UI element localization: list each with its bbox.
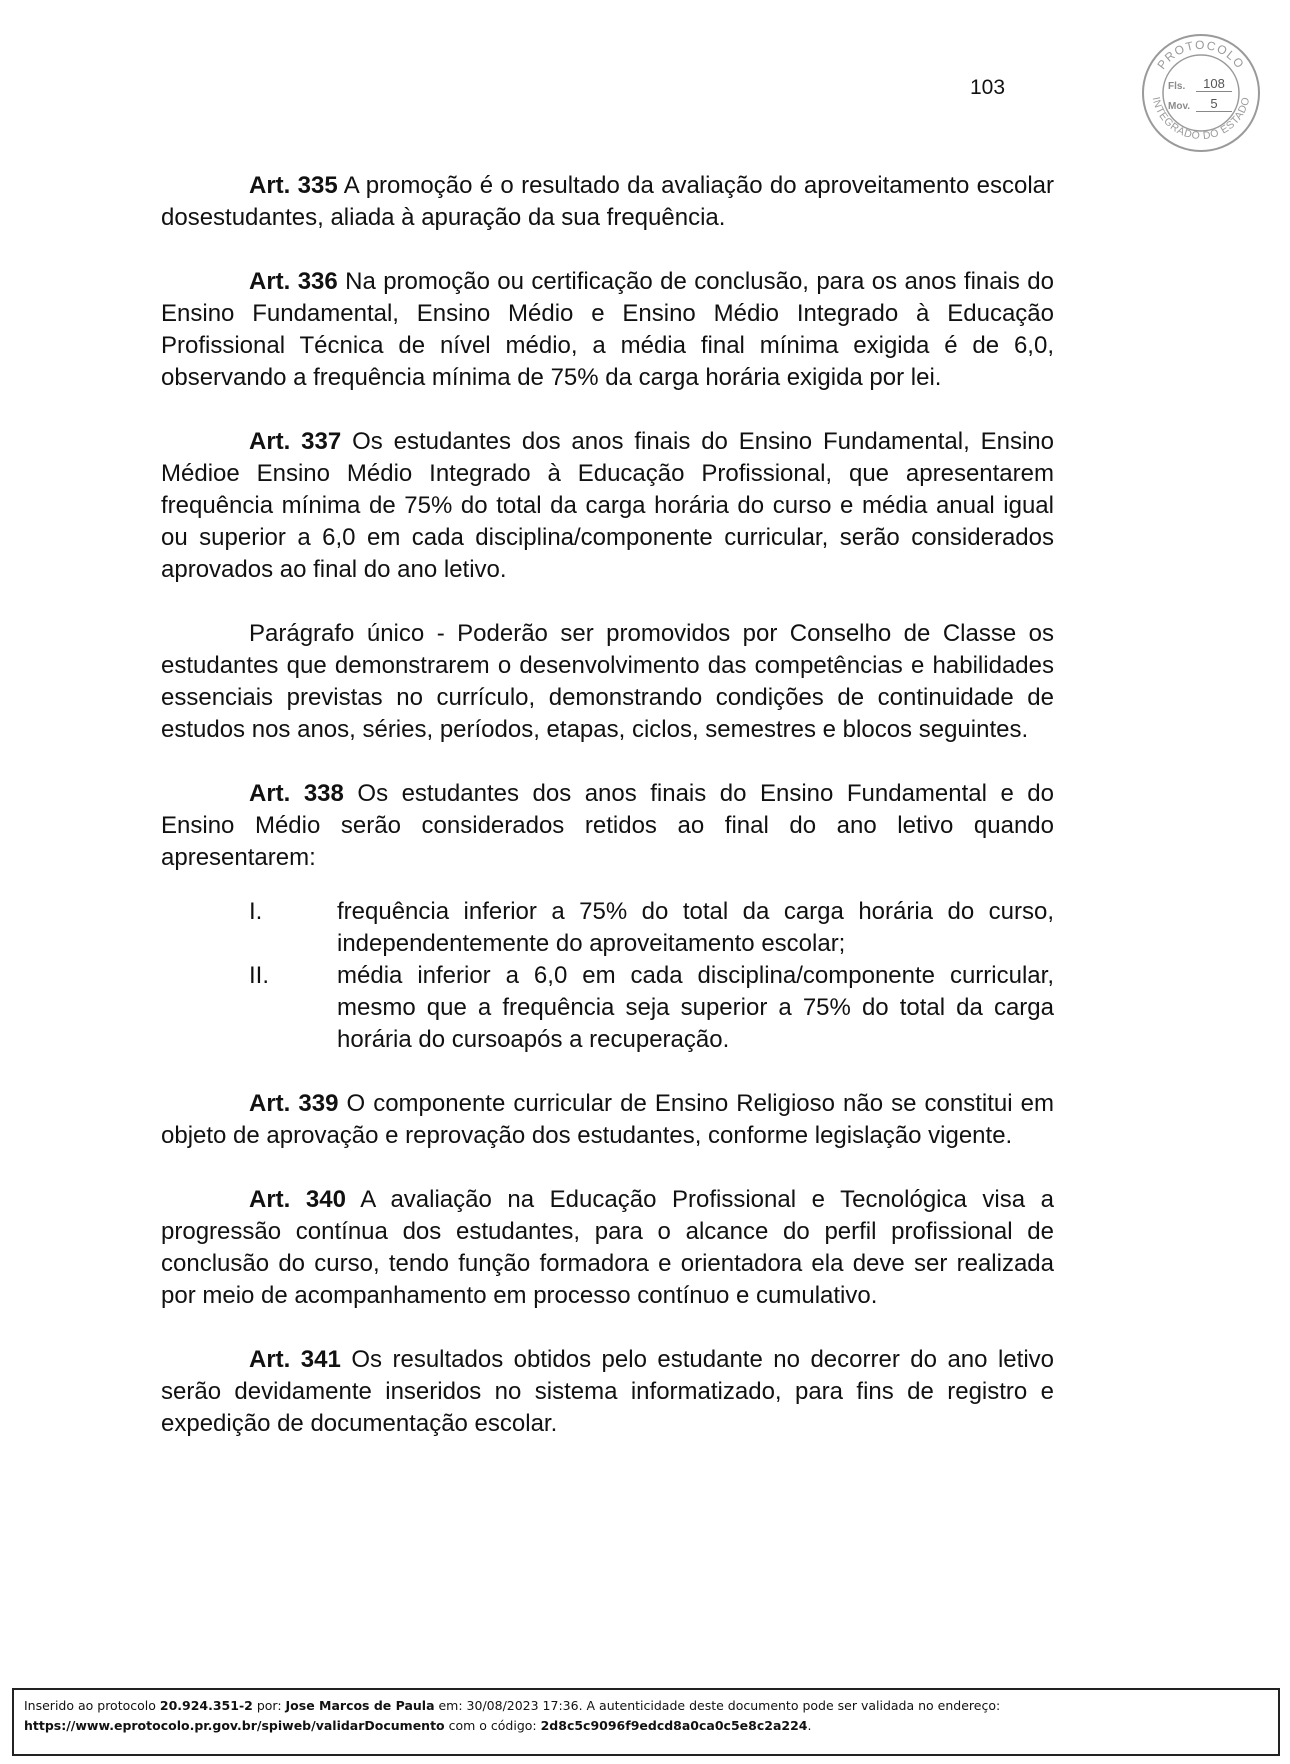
footer-code-prefix: com o código:: [444, 1718, 541, 1733]
stamp-mov-label: Mov.: [1168, 101, 1191, 112]
article-338-label: Art. 338: [249, 780, 344, 807]
list-marker: II.: [249, 962, 270, 989]
footer-by: por:: [252, 1698, 286, 1713]
list-item-text: frequência inferior a 75% do total da carga horária do curso, independentemente do aproveitamento escolar;: [337, 898, 1054, 957]
footer-prefix: Inserido ao protocolo: [24, 1698, 160, 1713]
article-340-text: A avaliação na Educação Profissional e Tecnológica visa a progressão contínua dos estudantes, para o alcance do perfil profissional de conclusão do curso, tendo função formadora e orientadora ela deve ser realizada por meio de acompanhamento em processo contínuo e cumulativo.: [161, 1186, 1054, 1309]
article-341-text: Os resultados obtidos pelo estudante no decorrer do ano letivo serão devidamente inseridos no sistema informatizado, para fins de registro e expedição de documentação escolar.: [161, 1346, 1055, 1437]
stamp-fls-row: [1168, 72, 1238, 92]
stamp-mov-row: [1168, 92, 1238, 112]
article-335-text: A promoção é o resultado da avaliação do aproveitamento escolar dosestudantes, aliada à apuração da sua frequência.: [161, 172, 1055, 231]
footer-middle: em: 30/08/2023 17:36. A autenticidade deste documento pode ser validada no endereço:: [434, 1698, 1001, 1713]
article-339-text: O componente curricular de Ensino Religioso não se constitui em objeto de aprovação e reprovação dos estudantes, conforme legislação vigente.: [161, 1090, 1054, 1149]
article-336: [161, 266, 1054, 394]
article-338-text: Os estudantes dos anos finais do Ensino Fundamental e do Ensino Médio serão considerados retidos ao final do ano letivo quando apresentarem:: [161, 780, 1054, 871]
footer-line-1: [24, 1696, 1268, 1716]
footer-author: Jose Marcos de Paula: [285, 1698, 435, 1713]
article-336-label: Art. 336: [249, 268, 338, 295]
article-337-label: Art. 337: [249, 428, 342, 455]
article-340-label: Art. 340: [249, 1186, 346, 1213]
stamp-ring-top: PROTOCOLO: [1154, 37, 1248, 72]
article-335-label: Art. 335: [249, 172, 338, 199]
list-item: [161, 896, 1054, 960]
article-339: [161, 1088, 1054, 1152]
stamp-fls-label: Fls.: [1168, 81, 1186, 92]
article-340: [161, 1184, 1054, 1312]
stamp-ring-bottom: INTEGRADO DO ESTADO: [1149, 95, 1253, 143]
article-337: [161, 426, 1054, 586]
footer-end: .: [807, 1718, 812, 1733]
protocol-stamp: [1140, 32, 1262, 154]
list-item: [161, 960, 1054, 1056]
article-336-text: Na promoção ou certificação de conclusão, para os anos finais do Ensino Fundamental, Ensino Médio e Ensino Médio Integrado à Educação Profissional Técnica de nível médio, a média final mínima exigida é de 6,0, observando a frequência mínima de 75% da carga horária exigida por lei.: [161, 268, 1054, 391]
footer-protocol-number: 20.924.351-2: [159, 1698, 253, 1713]
list-marker: I.: [249, 898, 263, 925]
stamp-fls-value: 108: [1196, 77, 1232, 92]
article-338: [161, 778, 1054, 874]
authenticity-footer: [12, 1688, 1280, 1756]
footer-validation-code: 2d8c5c9096f9edcd8a0ca0c5e8c2a224: [540, 1718, 808, 1733]
article-341-label: Art. 341: [249, 1346, 341, 1373]
article-335: [161, 170, 1054, 234]
footer-line-2: [24, 1716, 1268, 1736]
article-337-text: Os estudantes dos anos finais do Ensino Fundamental, Ensino Médioe Ensino Médio Integrado à Educação Profissional, que apresentarem frequência mínima de 75% do total da carga horária do curso e média anual igual ou superior a 6,0 em cada disciplina/componente curricular, serão considerados aprovados ao final do ano letivo.: [161, 428, 1054, 583]
footer-validation-url[interactable]: https://www.eprotocolo.pr.gov.br/spiweb/validarDocumento: [24, 1718, 445, 1733]
article-339-label: Art. 339: [249, 1090, 339, 1117]
article-341: [161, 1344, 1054, 1440]
stamp-mov-value: 5: [1196, 97, 1232, 112]
list-item-text: média inferior a 6,0 em cada disciplina/componente curricular, mesmo que a frequência seja superior a 75% do total da carga horária do cursoapós a recuperação.: [337, 962, 1054, 1053]
article-338-list: [161, 896, 1054, 1056]
document-body: [161, 170, 1054, 1472]
page-number: 103: [970, 76, 1006, 99]
stamp-fields: [1168, 72, 1238, 112]
paragrafo-unico: Parágrafo único - Poderão ser promovidos por Conselho de Classe os estudantes que demonstrarem o desenvolvimento das competências e habilidades essenciais previstas no currículo, demonstrando condições de continuidade de estudos nos anos, séries, períodos, etapas, ciclos, semestres e blocos seguintes.: [161, 620, 1054, 743]
